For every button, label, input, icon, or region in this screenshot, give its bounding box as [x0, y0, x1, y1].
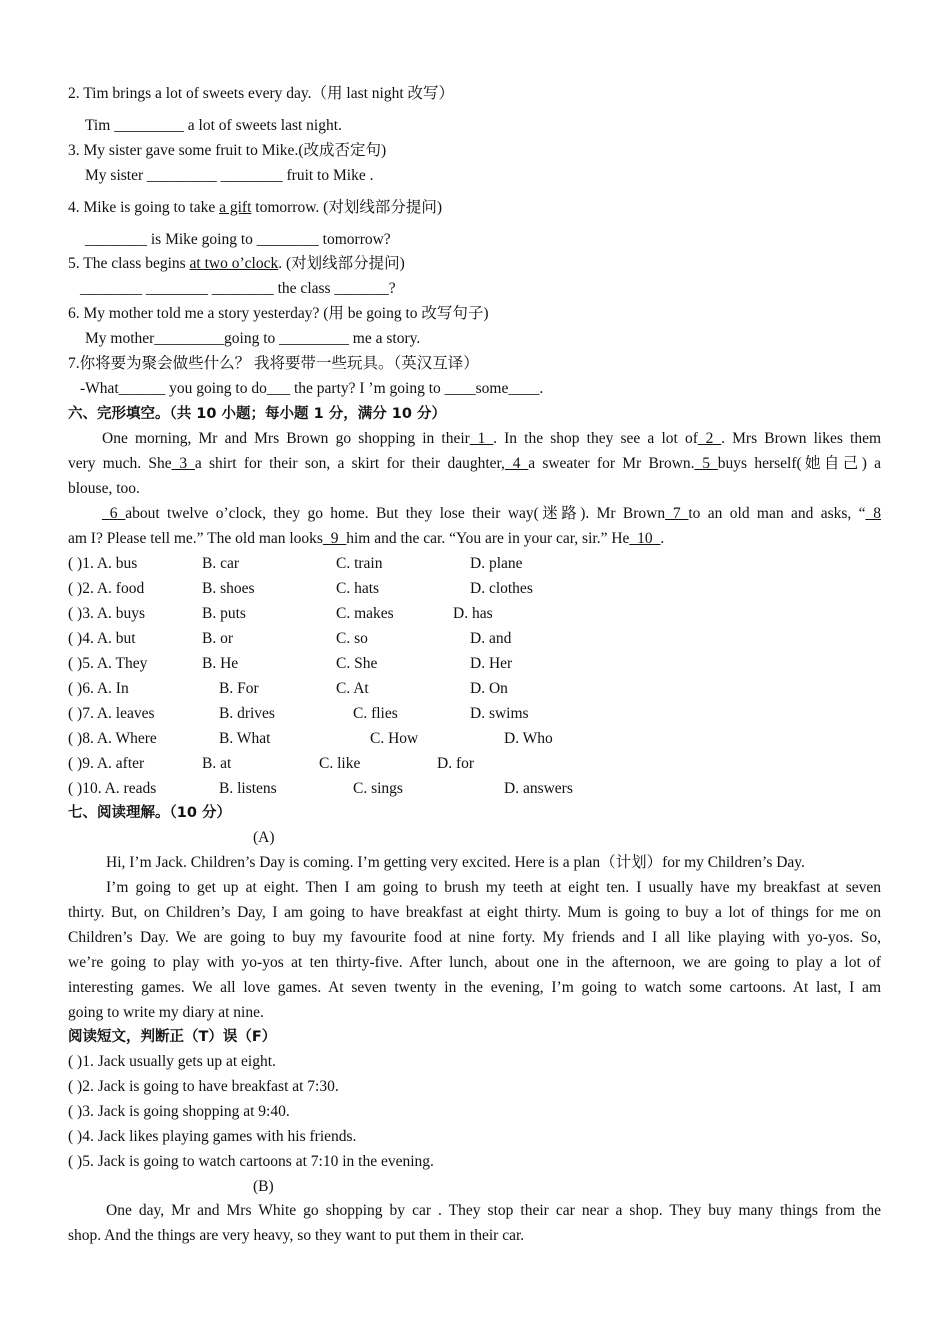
passage-b-line: shop. And the things are very heavy, so they want to put them in their car. — [68, 1227, 525, 1244]
option-c: C. At — [336, 680, 369, 697]
option-c: C. flies — [353, 705, 398, 722]
q3-answer-line: My sister _________ ________ fruit to Mike . — [85, 167, 374, 184]
option-c: C. sings — [353, 780, 403, 797]
option-b: B. For — [219, 680, 259, 697]
passage-a-line: thirty. But, on Children’s Day, I am going to have breakfast at eight thirty. Mum is going to buy a lot of things for me on — [68, 904, 881, 921]
question-number: ( )8. A. Where — [68, 730, 157, 747]
question-number: ( )5. A. They — [68, 655, 148, 672]
q7-answer-line: -What______ you going to do___ the party? I ’m going to ____some____. — [80, 380, 544, 397]
passage-a-line: I’m going to get up at eight. Then I am going to brush my teeth at eight ten. I usually have my breakfast at seven — [106, 879, 881, 896]
q3-prompt: 3. My sister gave some fruit to Mike.(改成否定句) — [68, 142, 387, 159]
passage-b-label: (B) — [253, 1178, 274, 1195]
true-false-item: ( )1. Jack usually gets up at eight. — [68, 1053, 276, 1070]
option-d: D. plane — [470, 555, 523, 572]
true-false-item: ( )3. Jack is going shopping at 9:40. — [68, 1103, 290, 1120]
option-c: C. train — [336, 555, 383, 572]
question-number: ( )9. A. after — [68, 755, 145, 772]
option-d: D. Her — [470, 655, 513, 672]
option-b: B. drives — [219, 705, 275, 722]
cloze-passage-line: _6_about twelve o’clock, they go home. But they lose their way(迷路). Mr Brown_7_to an old man and asks, “_8 — [102, 505, 881, 522]
blank-8: _8 — [865, 505, 881, 522]
option-c: C. so — [336, 630, 368, 647]
option-d: D. Who — [504, 730, 553, 747]
passage-b-line: One day, Mr and Mrs White go shopping by car . They stop their car near a shop. They buy many things from the — [106, 1202, 881, 1219]
true-false-heading: 阅读短文，判断正（T）误（F） — [68, 1029, 277, 1045]
blank-5: _5_ — [694, 455, 718, 472]
blank-6: _6_ — [102, 505, 126, 522]
option-b: B. listens — [219, 780, 277, 797]
option-d: D. and — [470, 630, 512, 647]
q4-prompt: 4. Mike is going to take a gift tomorrow. (对划线部分提问) — [68, 199, 442, 216]
option-c: C. How — [370, 730, 419, 747]
option-d: D. swims — [470, 705, 529, 722]
question-number: ( )2. A. food — [68, 580, 145, 597]
passage-a-label: (A) — [253, 829, 275, 846]
question-number: ( )3. A. buys — [68, 605, 146, 622]
blank-10: _10_ — [629, 530, 661, 547]
question-number: ( )6. A. In — [68, 680, 129, 697]
cloze-heading: 六、完形填空。（共 10 小题；每小题 1 分，满分 10 分） — [68, 406, 446, 422]
reading-heading: 七、阅读理解。（10 分） — [68, 805, 231, 821]
blank-3: _3_ — [171, 455, 195, 472]
true-false-item: ( )2. Jack is going to have breakfast at 7:30. — [68, 1078, 339, 1095]
q2-answer-line: Tim _________ a lot of sweets last night. — [85, 117, 342, 134]
cloze-passage-line: blouse, too. — [68, 480, 140, 497]
cloze-passage-line: very much. She_3_a shirt for their son, a skirt for their daughter,_4_a sweater for Mr Brown._5_buys herself(她自己) a — [68, 455, 881, 472]
passage-a-line: Children’s Day. We are going to buy my favourite food at nine forty. My friends and I all like playing with yo-yos. So, — [68, 929, 881, 946]
true-false-item: ( )5. Jack is going to watch cartoons at 7:10 in the evening. — [68, 1153, 434, 1170]
option-d: D. On — [470, 680, 508, 697]
question-number: ( )4. A. but — [68, 630, 136, 647]
q6-answer-line: My mother_________going to _________ me a story. — [85, 330, 421, 347]
option-c: C. hats — [336, 580, 380, 597]
q6-prompt: 6. My mother told me a story yesterday? (用 be going to 改写句子) — [68, 305, 489, 322]
true-false-item: ( )4. Jack likes playing games with his friends. — [68, 1128, 357, 1145]
passage-a-line: interesting games. We all love games. At seven twenty in the evening, I’m going to watch some cartoons. At last, I am — [68, 979, 881, 996]
option-d: D. has — [453, 605, 493, 622]
option-b: B. car — [202, 555, 240, 572]
blank-1: _1_ — [469, 430, 494, 447]
question-number: ( )10. A. reads — [68, 780, 157, 797]
q4-answer-line: ________ is Mike going to ________ tomorrow? — [85, 231, 391, 248]
question-number: ( )7. A. leaves — [68, 705, 155, 722]
option-b: B. at — [202, 755, 232, 772]
blank-4: _4_ — [504, 455, 529, 472]
q5-answer-line: ________ ________ ________ the class _______? — [80, 280, 396, 297]
blank-9: _9_ — [322, 530, 347, 547]
option-b: B. puts — [202, 605, 246, 622]
question-number: ( )1. A. bus — [68, 555, 138, 572]
passage-a-line: going to write my diary at nine. — [68, 1004, 264, 1021]
cloze-passage-line: am I? Please tell me.” The old man looks_9_him and the car. “You are in your car, sir.” He_10_. — [68, 530, 665, 547]
passage-a-line: we’re going to play with yo-yos at ten thirty-five. After lunch, about one in the afternoon, we are going to play a lot of — [68, 954, 881, 971]
option-d: D. for — [437, 755, 475, 772]
option-c: C. makes — [336, 605, 394, 622]
q4-underlined-phrase: a gift — [219, 199, 252, 216]
option-b: B. or — [202, 630, 233, 647]
option-c: C. She — [336, 655, 378, 672]
option-b: B. What — [219, 730, 271, 747]
q5-prompt: 5. The class begins at two o’clock. (对划线部分提问) — [68, 255, 405, 272]
option-b: B. shoes — [202, 580, 255, 597]
q2-prompt: 2. Tim brings a lot of sweets every day.（用 last night 改写） — [68, 85, 455, 102]
option-d: D. answers — [504, 780, 573, 797]
option-b: B. He — [202, 655, 239, 672]
blank-7: _7_ — [665, 505, 689, 522]
passage-a-line: Hi, I’m Jack. Children’s Day is coming. I’m getting very excited. Here is a plan（计划）for my Children’s Day. — [106, 854, 805, 871]
cloze-passage-line: One morning, Mr and Mrs Brown go shopping in their_1_. In the shop they see a lot of_2_. Mrs Brown likes them — [102, 430, 882, 447]
option-d: D. clothes — [470, 580, 533, 597]
q7-prompt: 7.你将要为聚会做些什么？ 我将要带一些玩具。（英汉互译） — [68, 355, 479, 372]
blank-2: _2_ — [697, 430, 722, 447]
q5-underlined-phrase: at two o’clock — [189, 255, 279, 272]
option-c: C. like — [319, 755, 361, 772]
